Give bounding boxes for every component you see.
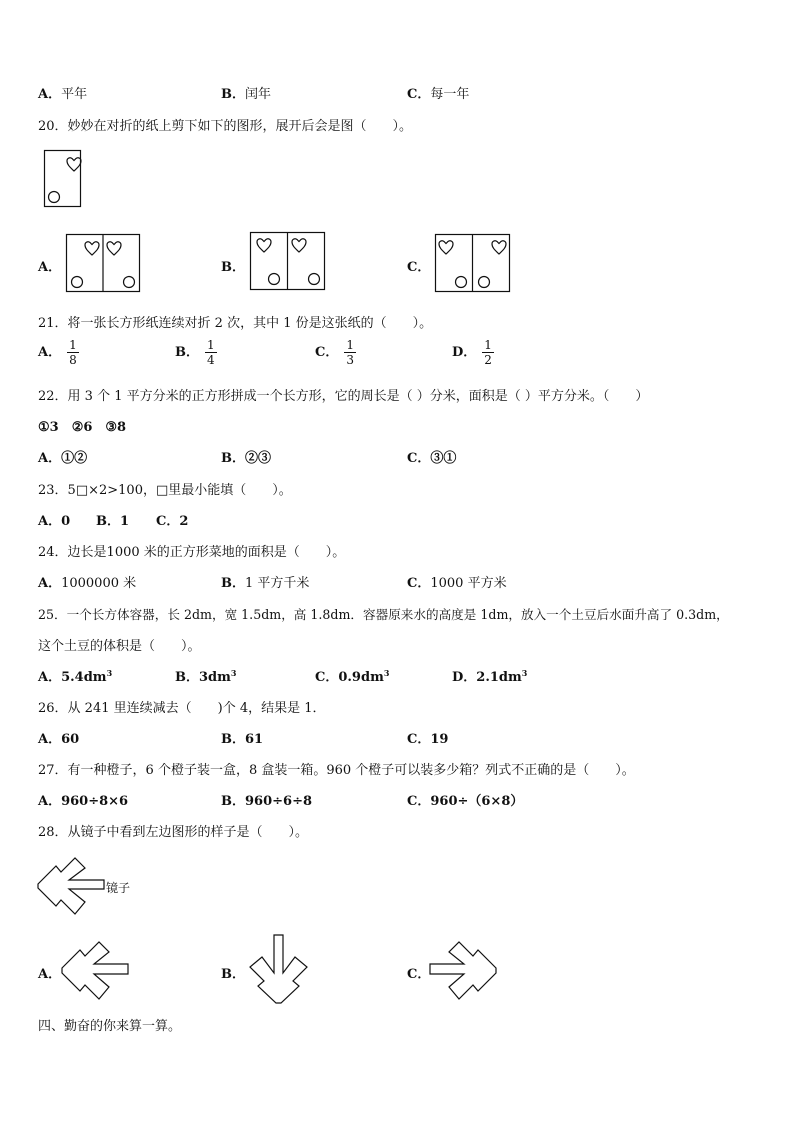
option-letter: C． (407, 732, 431, 747)
option-letter: C． (407, 576, 431, 591)
circle-icon (309, 274, 320, 285)
q25-option-c[interactable] (315, 666, 389, 685)
q24-stem: 24．边长是1000 米的正方形菜地的面积是（ ）。 (38, 545, 346, 560)
q25-stem-line1: 25．一个长方体容器，长 2dm，宽 1.5dm，高 1.8dm．容器原来水的高度是 1dm，放入一个土豆后水面升高了 0.3dm， (38, 607, 729, 622)
q28-option-b[interactable]: B． (221, 967, 245, 982)
option-letter: C． (315, 345, 339, 360)
heart-icon (85, 242, 99, 255)
circle-icon (456, 277, 467, 288)
q27-stem: 27．有一种橙子，6 个橙子装一盒，8 盒装一箱。960 个橙子可以装多少箱？列式不正确的是（ ）。 (38, 763, 635, 778)
option-letter: B． (221, 451, 245, 466)
option-letter: A． (38, 794, 62, 809)
option-text: 1000 平方米 (430, 576, 507, 591)
q23-option-b[interactable] (96, 510, 129, 529)
q19-option-a[interactable] (38, 83, 87, 102)
option-text: 2 (179, 514, 189, 529)
option-text: ③① (430, 451, 457, 466)
option-letter: A． (38, 345, 62, 360)
q22-option-b[interactable] (221, 447, 271, 466)
q20-option-a[interactable]: A． (38, 260, 62, 275)
circle-icon (479, 277, 490, 288)
q20-option-a-figure[interactable] (66, 234, 142, 294)
option-letter: A． (38, 670, 62, 685)
q26-stem: 26．从 241 里连续减去（ )个 4，结果是 1． (38, 701, 326, 716)
option-text: 61 (245, 732, 264, 747)
q24-option-c[interactable] (407, 572, 507, 591)
option-text: 1000000 米 (61, 576, 137, 591)
q27-option-b[interactable] (221, 790, 312, 809)
option-text: 60 (61, 732, 80, 747)
q21-option-a[interactable] (38, 338, 79, 367)
q21-option-d[interactable] (452, 338, 494, 367)
option-letter: A． (38, 87, 62, 102)
option-letter: B． (175, 345, 199, 360)
option-letter: D． (452, 670, 477, 685)
q21-stem: 21．将一张长方形纸连续对折 2 次，其中 1 份是这张纸的（ ）。 (38, 316, 433, 331)
q28-option-b-figure[interactable] (245, 935, 311, 1005)
option-text: 3dm (199, 670, 231, 685)
q23-option-c[interactable] (156, 510, 188, 529)
option-letter: B． (221, 87, 245, 102)
q24-option-b[interactable] (221, 572, 309, 591)
option-letter: B． (221, 576, 245, 591)
q22-choices: ①3 ②6 ③8 (38, 420, 127, 435)
option-text: 960÷6÷8 (245, 794, 313, 809)
option-text: 5.4dm (61, 670, 107, 685)
option-text: 闰年 (245, 87, 272, 102)
section-4-title: 四、勤奋的你来算一算。 (38, 1019, 182, 1034)
superscript: 3 (521, 668, 528, 678)
q27-option-c[interactable] (407, 790, 523, 809)
circle-icon (124, 277, 135, 288)
q21-option-c[interactable] (315, 338, 356, 367)
fraction: $\frac{1}{4}$ (207, 338, 215, 367)
heart-icon (292, 239, 306, 252)
q26-option-c[interactable] (407, 728, 448, 747)
option-letter: B． (96, 514, 120, 529)
option-text: 每一年 (430, 87, 470, 102)
option-letter: C． (156, 514, 180, 529)
option-letter: C． (315, 670, 339, 685)
q20-option-c[interactable]: C． (407, 260, 431, 275)
option-text: 960÷8×6 (61, 794, 129, 809)
q24-option-a[interactable] (38, 572, 136, 591)
q22-option-c[interactable] (407, 447, 456, 466)
option-text: 1 平方千米 (245, 576, 310, 591)
superscript: 3 (230, 668, 237, 678)
option-text: 平年 (61, 87, 88, 102)
circle-icon (269, 274, 280, 285)
q19-option-b[interactable] (221, 83, 271, 102)
q28-option-a-figure[interactable] (62, 938, 132, 1004)
q25-option-d[interactable] (452, 666, 527, 685)
fraction: $\frac{1}{8}$ (69, 338, 77, 367)
circle-icon (49, 192, 60, 203)
q19-option-c[interactable] (407, 83, 469, 102)
superscript: 3 (106, 668, 113, 678)
q25-option-b[interactable] (175, 666, 236, 685)
circle-icon (72, 277, 83, 288)
option-text: 19 (430, 732, 449, 747)
q23-option-a[interactable] (38, 510, 70, 529)
q25-stem-line2: 这个土豆的体积是（ ）。 (38, 639, 201, 654)
q20-option-c-figure[interactable] (435, 234, 511, 294)
q28-option-c-figure[interactable] (430, 938, 500, 1004)
q28-mirror-label: 镜子 (106, 881, 131, 895)
q28-original-figure (38, 852, 108, 920)
q27-option-a[interactable] (38, 790, 128, 809)
superscript: 3 (383, 668, 390, 678)
q28-option-a[interactable]: A． (38, 967, 62, 982)
option-text: 0.9dm (338, 670, 384, 685)
heart-icon (492, 241, 506, 254)
option-letter: A． (38, 732, 62, 747)
q26-option-b[interactable] (221, 728, 263, 747)
option-text: ②③ (245, 451, 272, 466)
heart-icon (67, 158, 81, 171)
option-text: 2.1dm (476, 670, 522, 685)
option-letter: D． (452, 345, 477, 360)
q25-option-a[interactable] (38, 666, 112, 685)
option-text: 960÷（6×8） (430, 794, 524, 809)
option-letter: B． (221, 732, 245, 747)
fraction: $\frac{1}{3}$ (346, 338, 354, 367)
q23-stem: 23．5□×2>100，□里最小能填（ ）。 (38, 483, 292, 498)
option-letter: C． (407, 794, 431, 809)
q21-option-b[interactable] (175, 338, 217, 367)
option-letter: C． (407, 451, 431, 466)
option-letter: A． (38, 514, 62, 529)
q28-stem: 28．从镜子中看到左边图形的样子是（ ）。 (38, 825, 309, 840)
q26-option-a[interactable] (38, 728, 79, 747)
q20-stem: 20．妙妙在对折的纸上剪下如下的图形，展开后会是图（ ）。 (38, 119, 413, 134)
q20-original-figure (44, 150, 84, 210)
q22-stem: 22．用 3 个 1 平方分米的正方形拼成一个长方形，它的周长是（ ）分米，面积是（ ）平方分米。（ ） (38, 389, 649, 404)
option-text: 0 (61, 514, 71, 529)
option-text: ①② (61, 451, 88, 466)
option-text: 1 (120, 514, 130, 529)
option-letter: B． (175, 670, 199, 685)
fraction: $\frac{1}{2}$ (484, 338, 492, 367)
heart-icon (257, 239, 271, 252)
q20-option-b-figure[interactable] (250, 232, 326, 292)
q20-option-b[interactable]: B． (221, 260, 245, 275)
heart-icon (439, 241, 453, 254)
q28-option-c[interactable]: C． (407, 967, 431, 982)
q22-option-a[interactable] (38, 447, 87, 466)
heart-icon (107, 242, 121, 255)
option-letter: C． (407, 87, 431, 102)
option-letter: A． (38, 451, 62, 466)
option-letter: A． (38, 576, 62, 591)
option-letter: B． (221, 794, 245, 809)
